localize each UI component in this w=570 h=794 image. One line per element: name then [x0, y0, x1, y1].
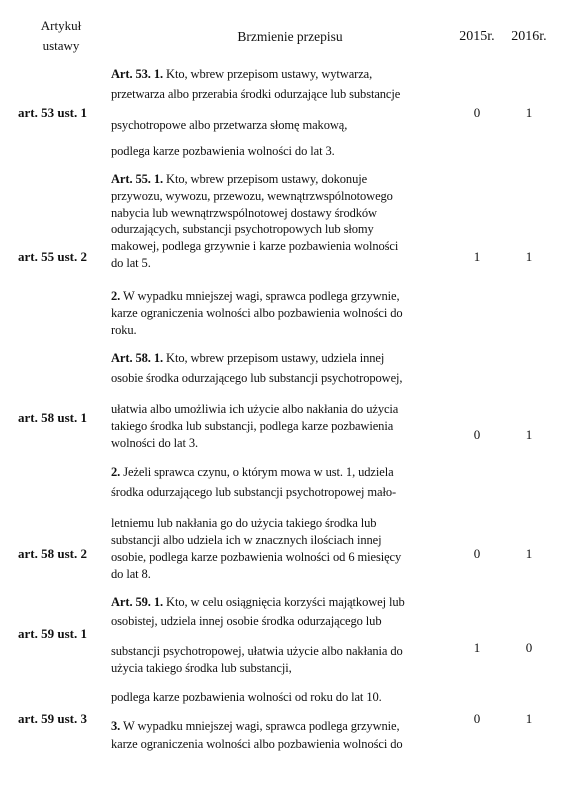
row-text-line: wolności do lat 3. [111, 436, 199, 450]
row-text-line [111, 289, 400, 304]
row-article-label: art. 59 ust. 3 [18, 711, 87, 726]
row-text-line: podlega karze pozbawienia wolności do lat 3. [111, 144, 335, 158]
row-text-lead: Art. 59. 1. [111, 595, 164, 609]
row-text-line [111, 351, 384, 366]
row-text-rest: Kto, wbrew przepisom ustawy, udziela innej [163, 351, 385, 365]
row-text-rest: W wypadku mniejszej wagi, sprawca podlega grzywnie, [120, 289, 400, 303]
row-value-2016: 1 [525, 249, 533, 264]
row-text-line [111, 67, 372, 82]
header-text: Brzmienie przepisu [237, 29, 343, 44]
row-value-2015: 0 [473, 427, 481, 442]
row-text-line: takiego środka lub substancji, podlega karze pozbawienia [111, 419, 394, 433]
header-article-line2: ustawy [42, 38, 80, 53]
row-value-2015: 0 [473, 711, 481, 726]
row-value-2015: 1 [473, 640, 481, 655]
row-text-line: karze ograniczenia wolności albo pozbawienia wolności do [111, 737, 403, 751]
row-text-line: odurzających, substancji psychotropowych lub słomy [111, 222, 374, 236]
row-value-2016: 1 [525, 711, 533, 726]
row-text-line: karze ograniczenia wolności albo pozbawienia wolności do [111, 306, 403, 320]
row-text-line: do lat 8. [111, 567, 151, 581]
row-text-rest: Kto, wbrew przepisom ustawy, wytwarza, [163, 67, 373, 81]
row-text-line: substancji albo udziela ich w znacznych ilościach innej [111, 533, 382, 547]
row-value-2016: 1 [525, 427, 533, 442]
row-value-2015: 1 [473, 249, 481, 264]
row-text-line: letniemu lub nakłania go do użycia takiego środka lub [111, 516, 377, 530]
row-text-line: osobie środka odurzającego lub substancji psychotropowej, [111, 371, 403, 385]
row-value-2016: 1 [525, 105, 533, 120]
row-text-line: ułatwia albo umożliwia ich użycie albo nakłania do użycia [111, 402, 399, 416]
row-text-rest: Kto, wbrew przepisom ustawy, dokonuje [163, 172, 368, 186]
row-text-line: nabycia lub wewnątrzwspólnotowej dostawy środków [111, 206, 377, 220]
row-text-line: podlega karze pozbawienia wolności od roku do lat 10. [111, 690, 382, 704]
header-2015: 2015r. [459, 29, 495, 44]
row-text-lead: Art. 55. 1. [111, 172, 164, 186]
row-text-lead: Art. 53. 1. [111, 67, 164, 81]
row-text-line: osobie, podlega karze pozbawienia wolności od 6 miesięcy [111, 550, 402, 564]
row-text-rest: W wypadku mniejszej wagi, sprawca podlega grzywnie, [120, 719, 400, 733]
row-value-2015: 0 [473, 546, 481, 561]
row-article-label: art. 53 ust. 1 [18, 105, 87, 120]
row-text-line [111, 172, 367, 187]
row-value-2015: 0 [473, 105, 481, 120]
row-article-label: art. 55 ust. 2 [18, 249, 87, 264]
row-article-label: art. 58 ust. 2 [18, 546, 87, 561]
row-text-rest: Kto, w celu osiągnięcia korzyści majątkowej lub [163, 595, 405, 609]
row-text-line [111, 465, 394, 480]
row-text-line: użycia takiego środka lub substancji, [111, 661, 292, 675]
row-value-2016: 0 [525, 640, 533, 655]
header-article-line1: Artykuł [40, 18, 82, 33]
row-article-label: art. 58 ust. 1 [18, 410, 87, 425]
row-text-line: roku. [111, 323, 137, 337]
row-text-line [111, 595, 405, 610]
row-text-line: przywozu, wywozu, przewozu, wewnątrzwspólnotowego [111, 189, 393, 203]
row-article-label: art. 59 ust. 1 [18, 626, 87, 641]
row-text-line: psychotropowe albo przetwarza słomę makową, [111, 118, 348, 132]
row-text-line: makowej, podlega grzywnie i karze pozbawienia wolności [111, 239, 399, 253]
row-text-lead: 2. [111, 289, 121, 303]
row-value-2016: 1 [525, 546, 533, 561]
row-text-line: substancji psychotropowej, ułatwia użycie albo nakłania do [111, 644, 403, 658]
row-text-line: osobistej, udziela innej osobie środka odurzającego lub [111, 614, 382, 628]
row-text-line: przetwarza albo przerabia środki odurzające lub substancje [111, 87, 401, 101]
row-text-lead: 3. [111, 719, 121, 733]
header-2016: 2016r. [511, 29, 547, 44]
row-text-rest: Jeżeli sprawca czynu, o którym mowa w ust. 1, udziela [120, 465, 394, 479]
row-text-lead: Art. 58. 1. [111, 351, 164, 365]
row-text-line: środka odurzającego lub substancji psychotropowej mało- [111, 485, 397, 499]
row-text-line: do lat 5. [111, 256, 151, 270]
row-text-lead: 2. [111, 465, 121, 479]
row-text-line [111, 719, 400, 734]
